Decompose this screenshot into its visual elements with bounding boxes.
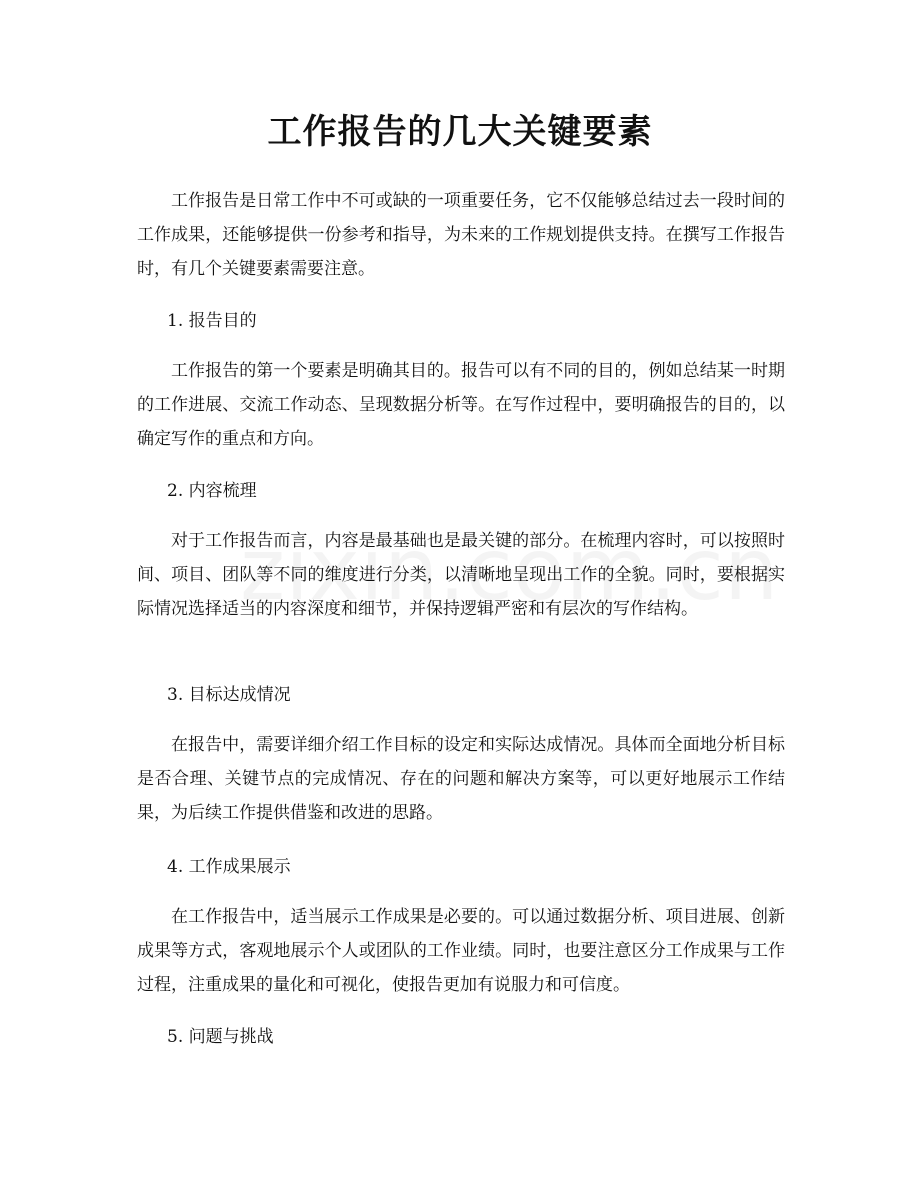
section-body-1: 工作报告的第一个要素是明确其目的。报告可以有不同的目的，例如总结某一时期的工作进展、交流工作动态、呈现数据分析等。在写作过程中，要明确报告的目的，以确定写作的重点和方向。 xyxy=(137,361,785,449)
section-body-3: 在报告中，需要详细介绍工作目标的设定和实际达成情况。具体而全面地分析目标是否合理、关键节点的完成情况、存在的问题和解决方案等，可以更好地展示工作结果，为后续工作提供借鉴和改进的思路。 xyxy=(137,735,785,823)
section-body-2: 对于工作报告而言，内容是最基础也是最关键的部分。在梳理内容时，可以按照时间、项目、团队等不同的维度进行分类，以清晰地呈现出工作的全貌。同时，要根据实际情况选择适当的内容深度和细节，并保持逻辑严密和有层次的写作结构。 xyxy=(137,531,785,619)
section-heading-1: 1. 报告目的 xyxy=(167,311,257,331)
section-heading-5: 5. 问题与挑战 xyxy=(167,1027,274,1047)
section-body-4: 在工作报告中，适当展示工作成果是必要的。可以通过数据分析、项目进展、创新成果等方式，客观地展示个人或团队的工作业绩。同时，也要注意区分工作成果与工作过程，注重成果的量化和可视化，使报告更加有说服力和可信度。 xyxy=(137,907,785,995)
section-heading-4: 4. 工作成果展示 xyxy=(167,857,291,877)
intro-paragraph: 工作报告是日常工作中不可或缺的一项重要任务，它不仅能够总结过去一段时间的工作成果，还能够提供一份参考和指导，为未来的工作规划提供支持。在撰写工作报告时，有几个关键要素需要注意。 xyxy=(137,191,785,279)
section-heading-2: 2. 内容梳理 xyxy=(167,481,257,501)
document-title: 工作报告的几大关键要素 xyxy=(267,112,653,152)
section-heading-3: 3. 目标达成情况 xyxy=(167,685,291,705)
